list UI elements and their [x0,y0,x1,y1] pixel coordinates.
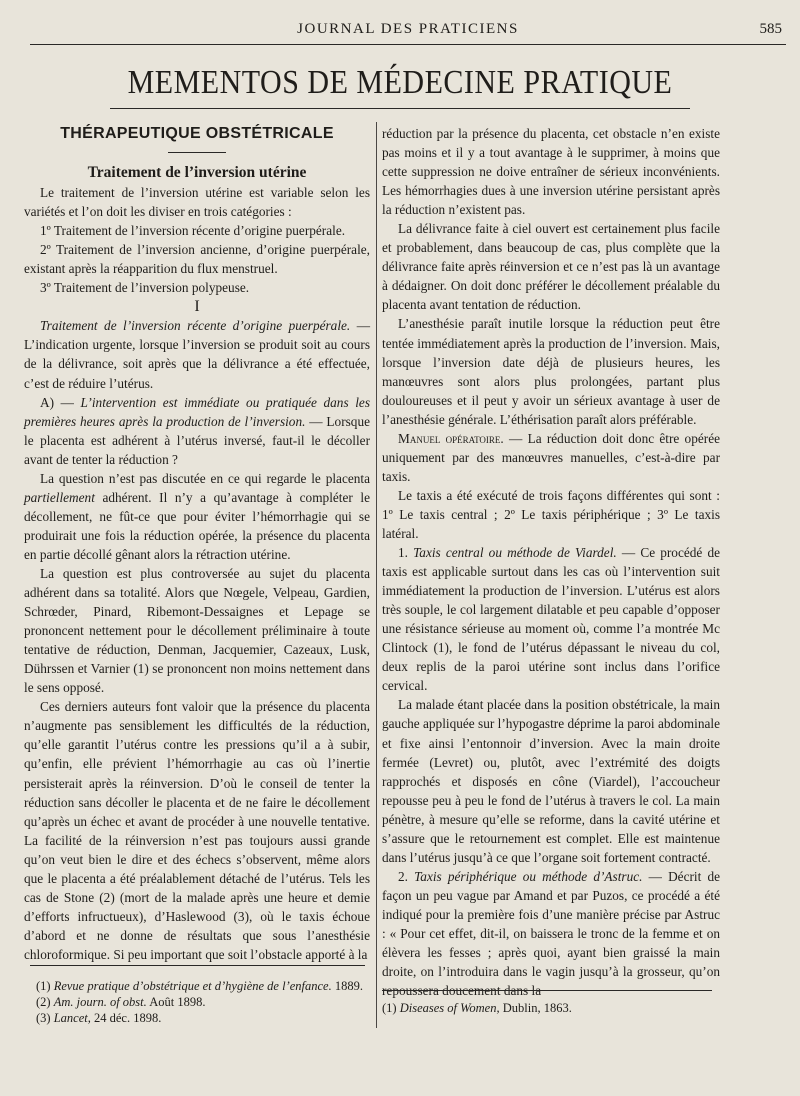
section-heading: THÉRAPEUTIQUE OBSTÉTRICALE [60,125,334,142]
paragraph-lead: 2. [398,868,415,884]
paragraph-text: — L’indication urgente, lorsque l’inversion se produit soit au cours de la délivrance, soit après que la délivrance a été effectuée, c’est de réduire l’utérus. [24,318,371,391]
paragraph: La délivrance faite à ciel ouvert est certainement plus facile et probablement, dans beaucoup de cas, plus complète que la délivrance faite après réinversion et ce n’est pas là un avantage à dédaigner. On doit donc préférer le décollement préalable du placenta avant tentation de réduction. [382,221,720,313]
footnote [36,994,363,1010]
paragraph-text: adhérent. Il n’y a qu’avantage à compléter le décollement, ne fût-ce que pour éviter l’hémorrhagie qui se produirait une fois la réduction opérée, la présence du placenta en partie décollé gênant alors la rétraction utérine. [24,489,370,562]
small-caps-heading: Manuel opératoire. [398,430,504,446]
italic-subheading: Taxis périphérique ou méthode d’Astruc. [414,868,643,884]
footnote [36,1010,363,1026]
paragraph: réduction par la présence du placenta, cet obstacle n’en existe pas moins et il y a tout avantage à le supprimer, à moins que cette suppression ne doive entraîner de sérieux inconvénients. Les hémorrhagies dues à une inversion utérine persistant après la réduction n’existent pas. [382,126,720,218]
paragraph-text: — Décrit de façon un peu vague par Amand et par Puzos, ce procédé a été indiqué pour la première fois d’une manière précise par Astruc : « Pour cet effet, dit-il, on baissera le tronc de la femme et on élèvera les fesses ; après quoi, ayant bien graissé la main droite, on l’introduira dans le vagin jusqu’à la grosseur, qu’on repoussera doucement dans la [382,868,720,999]
running-header [30,20,786,45]
page-number: 585 [759,21,782,37]
paragraph: 3º Traitement de l’inversion polypeuse. [40,280,250,296]
footnote-source: Lancet, [53,1011,91,1025]
left-column [24,124,370,964]
italic-subheading: L’intervention est immédiate ou pratiquée dans les premières heures après la production de l’inversion. [24,394,370,429]
paragraph-lead: 1. [398,545,414,561]
paragraph: Ces derniers auteurs font valoir que la présence du placenta n’augmente pas sensiblement les difficultés de la réduction, qu’elle garantit l’utérus contre les pressions qu’il a à subir, qu’enfin, elle prévient l’hémorrhagie au cas où l’inertie persisterait après la réinversion. D’où le conseil de tenter la réduction sans décoller le placenta et de ne faire le décollement qu’après un échec et avant de procéder à une nouvelle tentative. La facilité de la réinversion n’est pas toujours aussi grande qu’on veut bien le dire et des échecs s’observent, même alors que le placenta a été préalablement détaché de l’utérus. Tels les cas de Stone (2) (mort de la malade après une heure et demie d’efforts infructueux), d’Haslewood (3), où le taxis échoue d’abord et ne donne de résultats que sous l’anesthésie chloroformique. Si peu important que soit l’obstacle apporté à la [24,699,370,962]
section-rule [168,152,226,153]
footnote-number: (3) [36,1011,54,1025]
main-title: MEMENTOS DE MÉDECINE PRATIQUE [127,63,673,101]
italic-subheading: Traitement de l’inversion récente d’origine puerpérale. [40,318,351,334]
footnotes-right [382,1000,572,1016]
footnote-rule-left [30,965,365,966]
article-title: Traitement de l’inversion utérine [87,164,307,182]
footnote-text: 1889. [331,979,363,993]
footnote-source: Diseases of Women, [399,1001,500,1015]
paragraph [24,393,370,469]
paragraph: Le traitement de l’inversion utérine est variable selon les variétés et l’on doit les diviser en trois catégories : [24,185,370,220]
paragraph: Le taxis a été exécuté de trois façons différentes qui sont : 1º Le taxis central ; 2º Le taxis périphérique ; 3º Le taxis latéral. [382,487,720,541]
footnote [36,978,363,994]
footnote-text: Dublin, 1863. [499,1001,572,1015]
paragraph [382,543,720,695]
paragraph: La question est plus controversée au sujet du placenta adhérent dans sa totalité. Alors que Nœgele, Velpeau, Gardien, Schrœder, Pinard, Ribemont-Dessaignes et Lepage se prononcent nettement pour le décollement préliminaire à toute tentative de réduction, Denman, Jacquemier, Cazeaux, Lusk, Dührssen et Varnier (1) se prononcent non moins nettement dans le sens opposé. [24,565,370,696]
footnote-text: Août 1898. [146,995,206,1009]
roman-numeral-heading: I [194,298,200,316]
paragraph: 1º Traitement de l’inversion récente d’origine puerpérale. [40,223,346,239]
footnote-rule-right [382,990,712,991]
footnote-source: Revue pratique d’obstétrique et d’hygiène de l’enfance. [53,979,332,993]
paragraph-text: La question n’est pas discutée en ce qui regarde le placenta [40,470,370,486]
paragraph-lead: A) — [40,394,81,410]
paragraph [382,867,720,1000]
footnote-number: (2) [36,995,54,1009]
paragraph: L’anesthésie paraît inutile lorsque la réduction peut être tentée immédiatement après la production de l’inversion. Mais, lorsque l’inversion date déjà de plusieurs heures, les manœuvres sont alors plus prolongées, partant plus douloureuses et il peut y avoir un sérieux avantage à user de l’anesthésie générale. L’éthérisation paraît alors préférable. [382,316,720,427]
footnote-text: 24 déc. 1898. [90,1011,162,1025]
footnotes-left [36,978,363,1026]
column-divider [376,122,377,1028]
paragraph: 2º Traitement de l’inversion ancienne, d’origine puerpérale, existant après la réapparition du flux menstruel. [24,242,370,277]
paragraph-text: — Lorsque le placenta est adhérent à l’utérus inversé, faut-il le décoller avant de tenter la réduction ? [24,413,370,467]
italic-subheading: Taxis central ou méthode de Viardel. [413,545,617,561]
footnote-number: (1) [382,1001,400,1015]
paragraph [382,429,720,486]
footnote-source: Am. journ. of obst. [53,995,147,1009]
paragraph-text: — Ce procédé de taxis est applicable surtout dans les cas où l’intervention suit immédiatement la production de l’inversion. L’utérus est alors très souple, le col largement dilatable et peu capable d’opposer une résistance sérieuse au moment où, comme l’a montrée Mc Clintock (1), le fond de l’utérus dépassant le niveau du col, deux replis de la paroi utérine sont inclus dans l’orifice cervical. [382,545,721,694]
paragraph [24,316,370,392]
footnote [382,1000,572,1016]
title-rule [110,108,690,109]
journal-title: JOURNAL DES PRATICIENS [297,21,519,37]
footnote-number: (1) [36,979,54,993]
italic-word: partiellement [24,489,95,505]
right-column [382,124,720,1000]
paragraph [24,469,370,564]
paragraph: La malade étant placée dans la position obstétricale, la main gauche appliquée sur l’hypogastre déprime la paroi abdominale et fixe ainsi l’entonnoir d’inversion. Avec la main droite fermée (Levret) ou, plutôt, avec l’extrémité des doigts rapprochés et disposés en cône (Viardel), l’accoucheur repousse peu à peu le fond de l’utérus à travers le col. La main pénètre, à mesure qu’elle se reforme, dans la cavité utérine et s’assure que le retournement est complet. Elle est maintenue dans l’utérus jusqu’à ce que l’organe soit fortement contracté. [382,697,720,865]
paragraph-text: — La réduction doit donc être opérée uniquement par des manœuvres manuelles, c’est-à-dire par taxis. [382,430,720,484]
